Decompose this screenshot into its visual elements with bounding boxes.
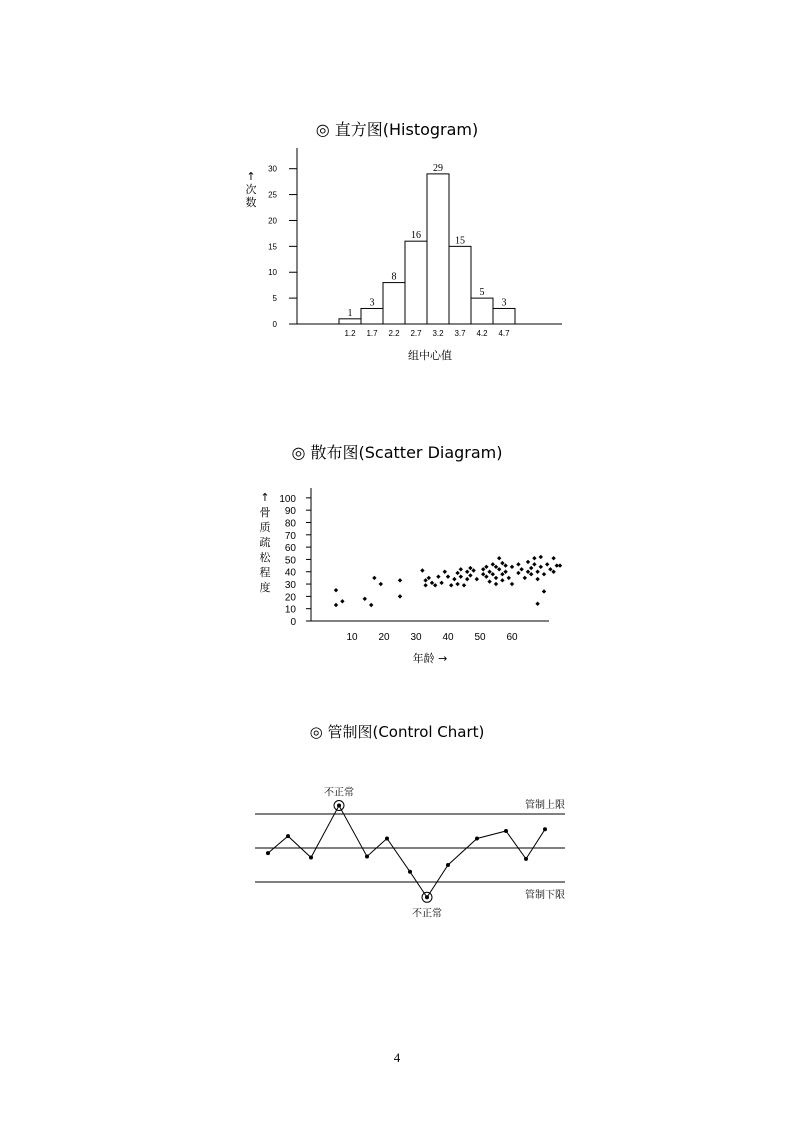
scatter-point [427, 576, 431, 580]
histogram-y-tick-label: 10 [268, 268, 277, 278]
control-point [475, 836, 479, 840]
control-point [385, 836, 389, 840]
scatter-point [523, 576, 527, 580]
control-chart [0, 770, 794, 930]
histogram-y-tick-label: 5 [272, 294, 277, 304]
scatter-point [439, 581, 443, 585]
scatter-point [487, 579, 491, 583]
scatter-point [548, 567, 552, 571]
scatter-point [468, 566, 472, 570]
scatter-point [398, 578, 402, 582]
histogram-title: ◎ 直方图(Histogram) [315, 120, 479, 139]
scatter-point [535, 570, 539, 574]
scatter-point [497, 567, 501, 571]
scatter-point [494, 582, 498, 586]
histogram-y-tick-label: 15 [268, 242, 277, 252]
scatter-x-tick-label: 50 [474, 632, 486, 643]
scatter-point [363, 597, 367, 601]
scatter-y-tick-label: 40 [284, 567, 296, 579]
histogram-data-label: 3 [369, 297, 375, 309]
scatter-point [452, 577, 456, 581]
scatter-point [491, 572, 495, 576]
control-point [524, 857, 528, 861]
scatter-point [481, 572, 485, 576]
scatter-point [558, 563, 562, 567]
scatter-x-tick-label: 20 [378, 632, 390, 643]
control-point [425, 895, 429, 899]
scatter-point [494, 576, 498, 580]
scatter-point [334, 588, 338, 592]
scatter-point [334, 603, 338, 607]
scatter-point [526, 570, 530, 574]
scatter-y-tick-label: 10 [284, 604, 296, 616]
scatter-point [532, 556, 536, 560]
histogram-bar [427, 174, 449, 324]
scatter-point [497, 556, 501, 560]
scatter-x-tick-label: 10 [346, 632, 358, 643]
histogram-bar [405, 241, 427, 324]
histogram-x-tick-label: 4.2 [476, 329, 488, 338]
scatter-y-tick-label: 0 [290, 617, 296, 628]
control-point [408, 870, 412, 874]
scatter-point [529, 566, 533, 570]
scatter-point [443, 570, 447, 574]
scatter-point [526, 560, 530, 564]
scatter-point [465, 570, 469, 574]
scatter-point [500, 578, 504, 582]
scatter-x-tick-label: 40 [442, 632, 454, 643]
scatter-point [455, 571, 459, 575]
scatter-x-axis-label: 年龄 → [412, 652, 448, 665]
scatter-y-tick-label: 20 [284, 592, 296, 604]
histogram-data-label: 5 [479, 287, 485, 299]
control-point [365, 855, 369, 859]
histogram-x-tick-label: 3.7 [454, 329, 466, 338]
scatter-point [484, 565, 488, 569]
histogram-x-tick-label: 2.7 [410, 329, 422, 338]
histogram-bar [493, 308, 515, 324]
scatter-point [423, 578, 427, 582]
scatter-point [369, 603, 373, 607]
scatter-point [516, 571, 520, 575]
scatter-point [436, 574, 440, 578]
scatter-x-tick-label: 30 [410, 632, 422, 643]
control-point [543, 827, 547, 831]
scatter-point [423, 583, 427, 587]
scatter-point [551, 570, 555, 574]
scatter-point [494, 565, 498, 569]
scatter-point [471, 568, 475, 572]
scatter-x-tick-label: 60 [506, 632, 518, 643]
control-point [309, 856, 313, 860]
scatter-y-tick-label: 30 [284, 580, 296, 592]
control-ucl-label: 管制上限 [525, 800, 565, 811]
scatter-point [542, 572, 546, 576]
scatter-point [491, 562, 495, 566]
scatter-point [430, 581, 434, 585]
scatter-point [433, 583, 437, 587]
scatter-point [539, 565, 543, 569]
scatter-point [481, 567, 485, 571]
scatter-point [459, 567, 463, 571]
histogram-y-tick-label: 0 [272, 320, 277, 329]
scatter-point [503, 570, 507, 574]
scatter-point [468, 573, 472, 577]
control-point [504, 829, 508, 833]
scatter-chart [0, 480, 794, 680]
scatter-point [545, 562, 549, 566]
histogram-data-label: 3 [501, 297, 507, 309]
scatter-y-tick-label: 60 [284, 543, 296, 555]
histogram-data-label: 8 [391, 271, 397, 283]
histogram-data-label: 16 [411, 230, 421, 242]
histogram-data-label: 29 [433, 162, 443, 174]
control-point [286, 834, 290, 838]
control-chart-title: ◎ 管制图(Control Chart) [309, 723, 485, 741]
scatter-point [500, 572, 504, 576]
histogram-y-axis-label: ↑次数 [245, 170, 257, 209]
scatter-point [500, 561, 504, 565]
scatter-point [398, 594, 402, 598]
histogram-data-label: 1 [347, 307, 353, 319]
histogram-x-tick-label: 2.2 [388, 329, 400, 338]
scatter-point [379, 582, 383, 586]
scatter-point [372, 576, 376, 580]
scatter-point [510, 582, 514, 586]
scatter-point [551, 556, 555, 560]
histogram-x-tick-label: 1.2 [344, 329, 356, 338]
control-abnormal-label: 不正常 [324, 787, 354, 799]
scatter-point [532, 562, 536, 566]
scatter-title: ◎ 散布图(Scatter Diagram) [291, 443, 503, 462]
histogram-bar [339, 319, 361, 324]
control-series-line [268, 806, 545, 898]
scatter-point [519, 567, 523, 571]
scatter-point [465, 577, 469, 581]
scatter-y-axis-label: ↑骨质疏松程度 [259, 491, 271, 594]
histogram-y-tick-label: 30 [268, 164, 277, 174]
scatter-y-tick-label: 50 [284, 555, 296, 567]
histogram-y-tick-label: 20 [268, 216, 277, 226]
scatter-point [539, 555, 543, 559]
scatter-point [475, 577, 479, 581]
control-point [337, 804, 341, 808]
scatter-y-tick-label: 90 [284, 506, 296, 518]
histogram-x-axis-label: 组中心值 [408, 349, 452, 362]
scatter-point [484, 574, 488, 578]
scatter-point [542, 589, 546, 593]
control-lcl-label: 管制下限 [525, 890, 565, 901]
scatter-point [535, 577, 539, 581]
histogram-x-tick-label: 3.2 [432, 329, 444, 338]
control-abnormal-label: 不正常 [412, 908, 442, 920]
scatter-point [535, 602, 539, 606]
scatter-y-tick-label: 100 [279, 493, 296, 505]
scatter-point [507, 576, 511, 580]
histogram-x-tick-label: 4.7 [498, 329, 510, 338]
scatter-point [459, 574, 463, 578]
scatter-point [510, 565, 514, 569]
scatter-point [516, 562, 520, 566]
histogram-bar [471, 298, 493, 324]
scatter-point [487, 570, 491, 574]
histogram-chart [0, 140, 794, 380]
histogram-data-label: 15 [455, 235, 465, 247]
scatter-point [340, 599, 344, 603]
control-point [266, 851, 270, 855]
control-point [446, 863, 450, 867]
histogram-y-tick-label: 25 [268, 190, 277, 200]
histogram-bar [361, 308, 383, 324]
scatter-y-tick-label: 80 [284, 518, 296, 530]
scatter-y-tick-label: 70 [284, 530, 296, 542]
histogram-x-tick-label: 1.7 [366, 329, 378, 338]
histogram-bar [383, 283, 405, 324]
histogram-bar [449, 246, 471, 324]
scatter-point [529, 572, 533, 576]
scatter-point [420, 568, 424, 572]
scatter-point [446, 574, 450, 578]
scatter-point [449, 583, 453, 587]
scatter-point [503, 563, 507, 567]
scatter-point [462, 583, 466, 587]
scatter-point [455, 582, 459, 586]
page-number: 4 [393, 1050, 401, 1065]
